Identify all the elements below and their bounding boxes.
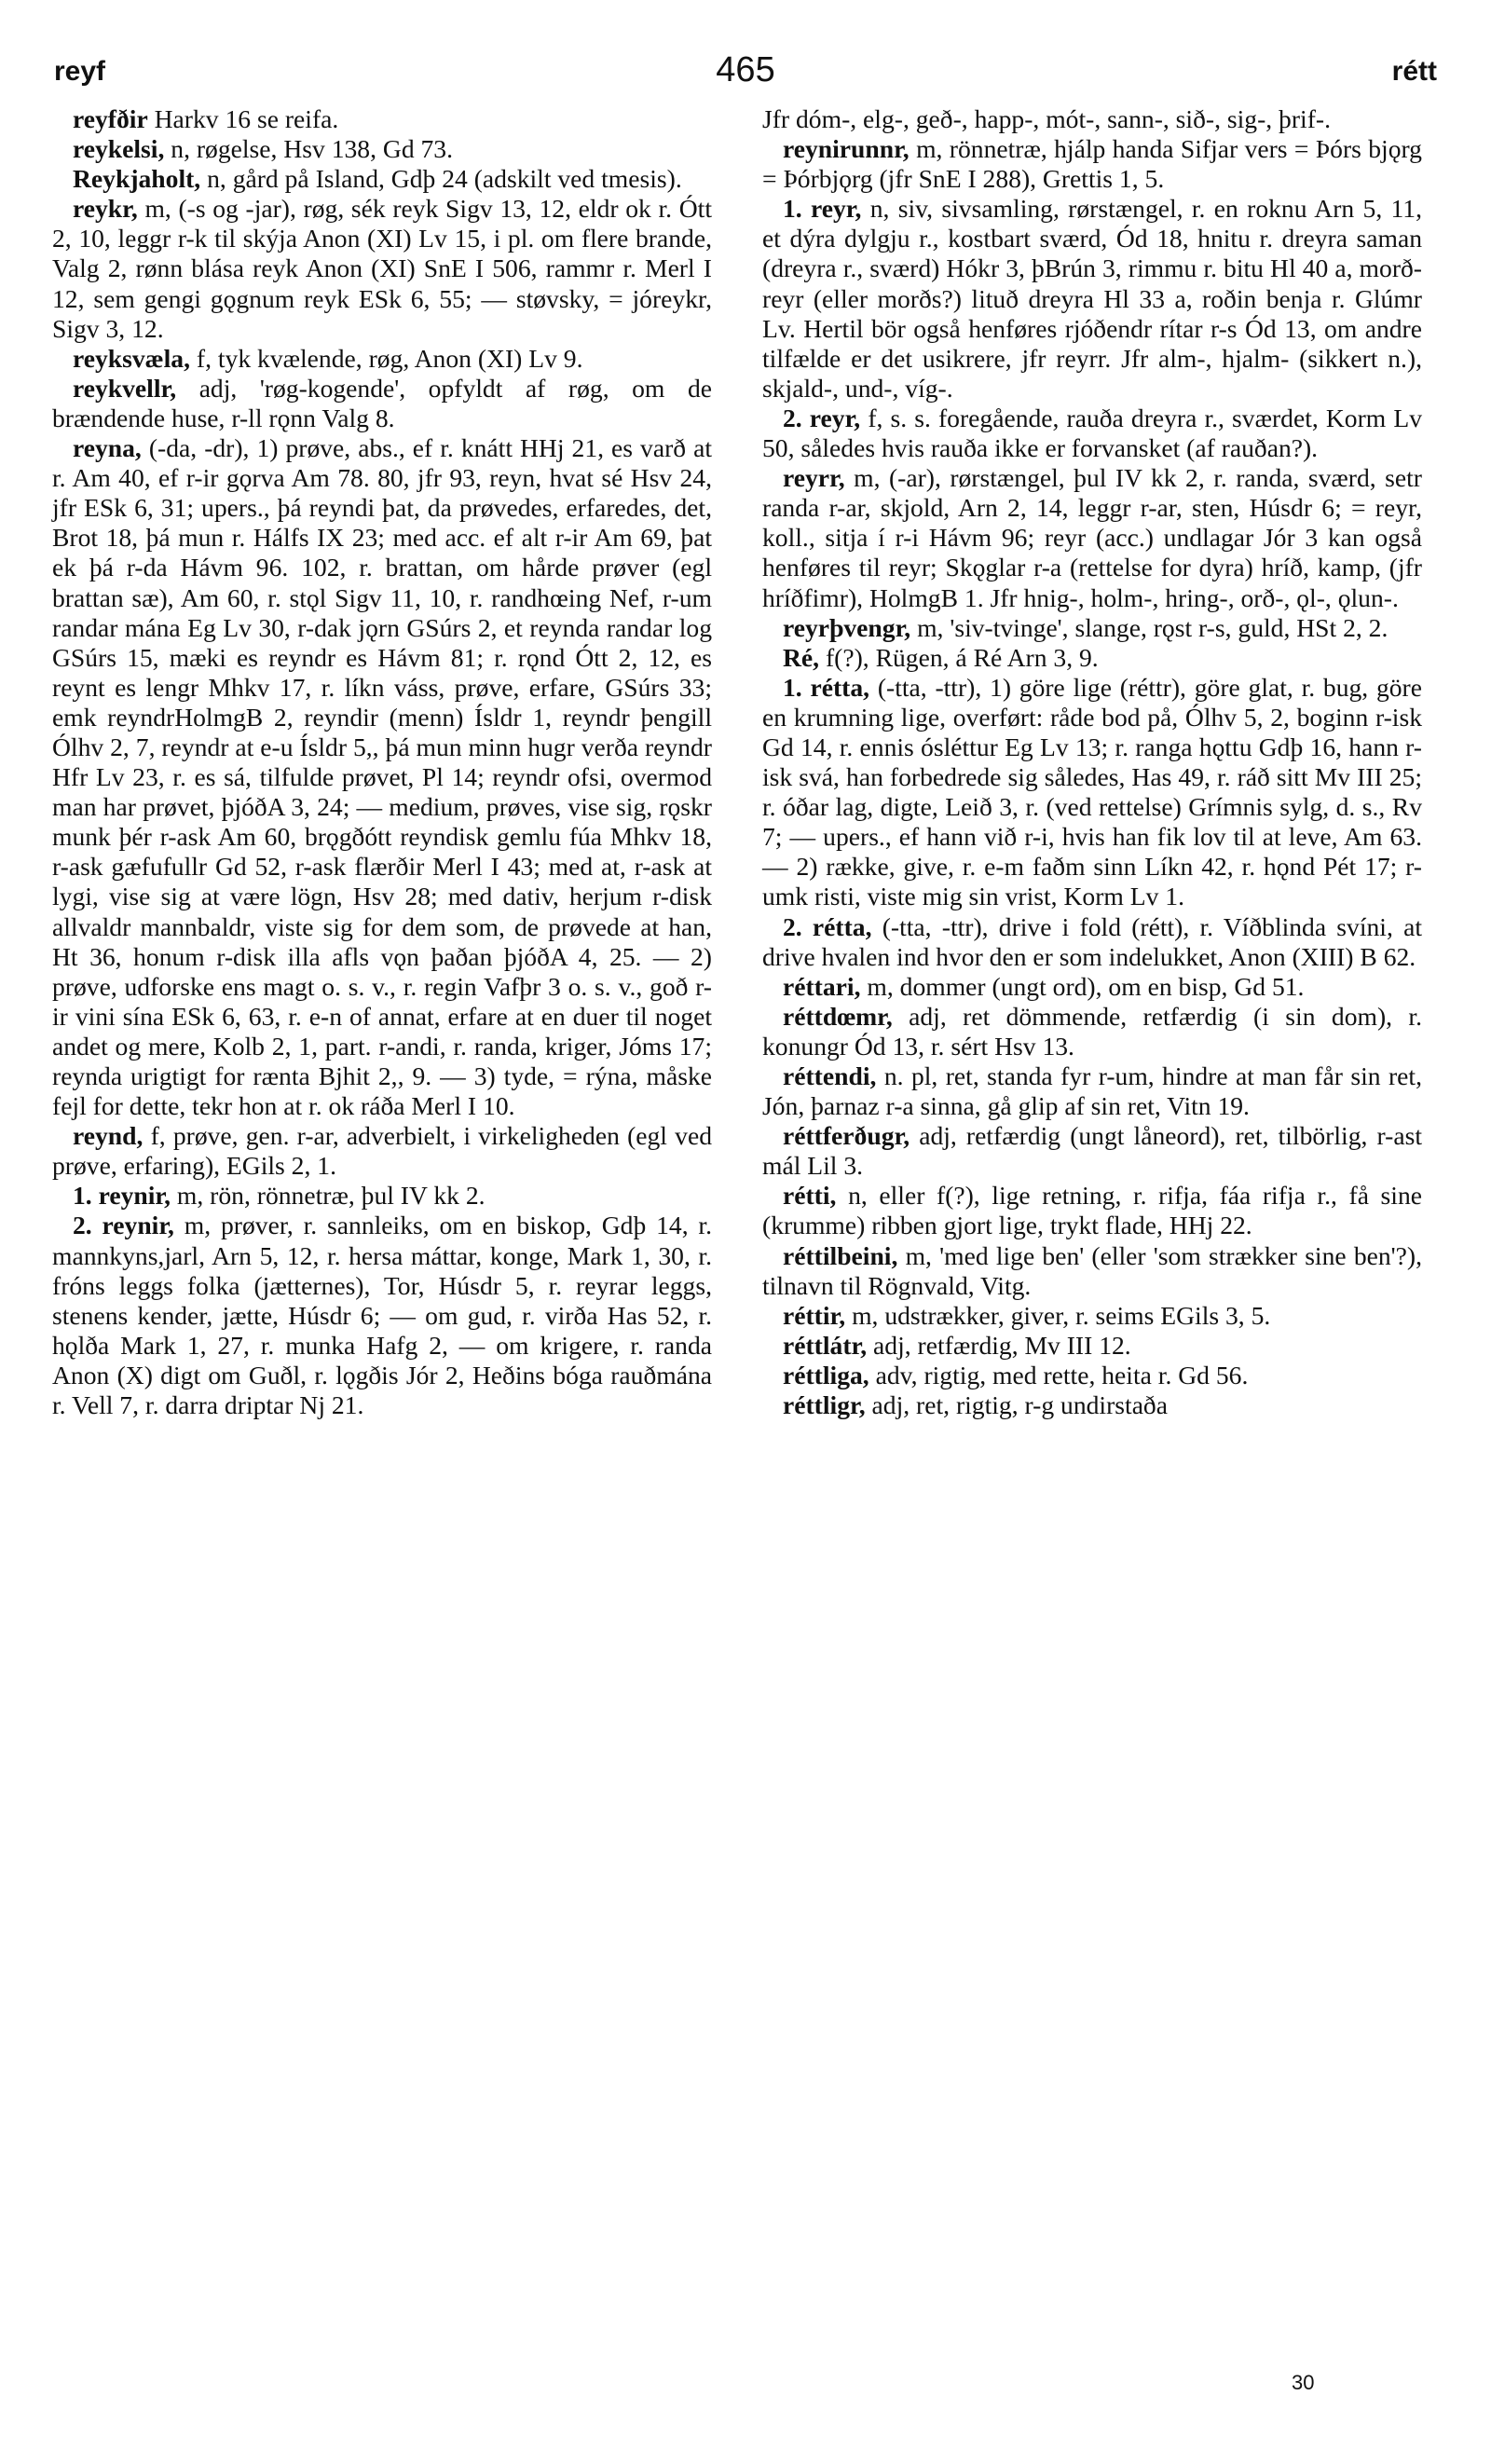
dictionary-entry xyxy=(52,134,712,164)
entry-body: n, siv, sivsamling, rørstængel, r. en roknu Arn 5, 11, et dýra dylgju r., kostbart sværd, Ód 18, hnitu r. dreyra saman (dreyra r., sværd) Hókr 3, þBrún 3, rimmu r. bitu Hl 40 a, morð-reyr (eller morðs?) lituð dreyra Hl 33 a, roðin benja r. Glúmr Lv. Hertil bör også henføres rjóðendr rítar r-s Ód 13, om andre tilfælde er det usikrere, jfr reyrr. Jfr alm-, hjalm- (sikkert n.), skjald-, und-, víg-. xyxy=(762,194,1423,403)
dictionary-entry xyxy=(762,1361,1422,1390)
entry-headword: 1. reyr, xyxy=(783,194,862,224)
entry-headword: réttliga, xyxy=(783,1360,869,1389)
entry-body: (-tta, -ttr), 1) göre lige (réttr), göre glat, r. bug, göre en krumning lige, overført: råde bod på, Ólhv 5, 2, boginn r-isk Gd 14, r. ennis ósléttur Eg Lv 13; r. ranga hǫttu Gdþ 16, hann r-isk svá, han forbedrede sig således, Has 49, r. ráð sitt Mv III 25; r. óðar lag, digte, Leið 3, r. (ved rettelse) Grímnis sylg, d. s., Rv 7; — upers., ef hann við r-i, hvis han fik lov til at leve, Am 63. — 2) række, give, r. e-m faðm sinn Líkn 42, r. hǫnd Pét 17; r-umk risti, viste mig sin vrist, Korm Lv 1. xyxy=(762,672,1422,911)
entry-continuation xyxy=(762,104,1422,134)
dictionary-entry xyxy=(762,1061,1422,1121)
entry-body: (-tta, -ttr), drive i fold (rétt), r. Víðblinda svíni, at drive hvalen ind hvor den er som indelukket, Anon (XIII) B 62. xyxy=(762,911,1422,971)
entry-headword: reyfðir xyxy=(73,104,148,133)
entry-headword: réttlátr, xyxy=(783,1330,868,1360)
dictionary-entry xyxy=(762,194,1422,404)
entry-headword: reyrr, xyxy=(783,463,845,493)
entry-body: m, (-s og -jar), røg, sék reyk Sigv 13, 12, eldr ok r. Ótt 2, 10, leggr r-k til skýja Anon (XI) Lv 15, i pl. om flere brande, Valg 2, rønn blása reyk Anon (XI) SnE I 506, rammr r. Merl I 12, sem gengi gǫgnum reyk ESk 6, 55; — støvsky, = jóreykr, Sigv 3, 12. xyxy=(52,194,712,343)
entry-headword: 2. reyr, xyxy=(783,403,861,432)
dictionary-entry xyxy=(762,1181,1422,1240)
entry-body: n, eller f(?), lige retning, r. rifja, fáa rifja r., få sine (krumme) ribben gjort lige, trykt flade, HHj 22. xyxy=(762,1181,1422,1240)
entry-body: f(?), Rügen, á Ré Arn 3, 9. xyxy=(825,642,1099,672)
entry-headword: Ré, xyxy=(783,642,820,672)
entry-body: n, gård på Island, Gdþ 24 (adskilt ved tmesis). xyxy=(207,164,682,194)
entry-headword: reykelsi, xyxy=(73,134,165,164)
entry-body: adj, 'røg-kogende', opfyldt af røg, om de brændende huse, r-ll rǫnn Valg 8. xyxy=(52,373,712,432)
right-running-headword: rétt xyxy=(1391,56,1437,87)
entry-headword: reykvellr, xyxy=(73,373,177,403)
entry-body: m, 'siv-tvinge', slange, rǫst r-s, guld, HSt 2, 2. xyxy=(917,612,1388,642)
dictionary-entry xyxy=(762,1301,1422,1331)
dictionary-entry xyxy=(762,673,1422,912)
dictionary-entry xyxy=(52,344,712,374)
entry-body: n, røgelse, Hsv 138, Gd 73. xyxy=(171,134,454,164)
entry-body: m, udstrækker, giver, r. seims EGils 3, 5. xyxy=(852,1300,1271,1330)
entry-body: adj, retfærdig, Mv III 12. xyxy=(873,1330,1131,1360)
left-running-headword: reyf xyxy=(54,56,106,87)
entry-headword: réttilbeini, xyxy=(783,1240,898,1270)
entry-headword: reyrþvengr, xyxy=(783,612,911,642)
entry-body: m, dommer (ungt ord), om en bisp, Gd 51. xyxy=(867,971,1305,1001)
dictionary-entry xyxy=(762,972,1422,1002)
entry-body: m, rön, rönnetræ, þul IV kk 2. xyxy=(176,1181,486,1211)
dictionary-entry xyxy=(762,1002,1422,1061)
dictionary-entry xyxy=(52,104,712,134)
entry-headword: rétti, xyxy=(783,1181,837,1211)
entry-body: (-da, -dr), 1) prøve, abs., ef r. knátt HHj 21, es varð at r. Am 40, ef r-ir gǫrva Am 78. 80, jfr 93, reyn, hvat sé Hsv 24, jfr ESk 6, 31; upers., þá reyndi þat, da prøvedes, erfaredes, det, Brot 18, þá mun r. Hálfs IX 23; med acc. ef alt r-ir Am 69, þat ek þá r-da Hávm 96. 102, r. brattan, om hårde prøver (egl brattan sæ), Am 60, r. stǫl Sigv 11, 10, r. randhœing Nef, r-um randar mána Eg Lv 30, r-dak jǫrn GSúrs 2, et reynda randar log GSúrs 15, mæki es reyndr es Hávm 81; r. rǫnd Ótt 2, 12, es reynt es lengr Mhkv 17, r. líkn váss, prøve, erfare, GSúrs 33; emk reyndrHolmgB 2, reyndir (menn) Ísldr 1, reyndr þengill Ólhv 2, 7, reyndr at e-u Ísldr 5,, þá mun minn hugr verða reyndr Hfr Lv 23, r. es sá, tilfulde prøvet, Pl 14; reyndr ofsi, overmod man har prøvet, þjóðA 3, 24; — medium, prøves, vise sig, rǫskr munk þér r-ask Am 60, brǫgðótt reyndisk gemlu fúa Mhkv 18, r-ask gæfufullr Gd 52, r-ask flærðir Merl I 43; med at, r-ask at lygi, vise sig at være lögn, Hsv 28; med dativ, herjum r-disk allvaldr mannbaldr, viste sig for dem som, de prøvede at han, Ht 36, honum r-disk illa afls vǫn þaðan þjóðA 4, 25. — 2) prøve, udforske ens magt o. s. v., r. regin Vafþr 3 o. s. v., goð r-ir vini sína ESk 6, 63, r. e-n of annat, erfare at en duer til noget andet og mere, Kolb 2, 1, part. r-andi, r. randa, kriger, Jóms 17; reynda urigtigt for rænta Bjhit 2,, 9. — 3) tyde, = rýna, måske fejl for dette, tekr hon at r. ok ráða Merl I 10. xyxy=(52,433,712,1121)
entry-body: Harkv 16 se reifa. xyxy=(154,104,339,133)
entry-headword: reynd, xyxy=(73,1121,144,1151)
dictionary-entry xyxy=(762,1121,1422,1181)
dictionary-entry xyxy=(762,463,1422,612)
entry-body: m, 'med lige ben' (eller 'som strækker sine ben'?), tilnavn til Rögnvald, Vitg. xyxy=(762,1240,1422,1300)
entry-body: m, (-ar), rørstængel, þul IV kk 2, r. randa, sværd, setr randa r-ar, skjold, Arn 2, 14, leggr r-ar, sten, Húsdr 6; = reyr, koll., sitja í r-i Hávm 96; reyr (acc.) undlagar Jór 3 kan også henføres til reyr; Skǫglar r-a (rettelse for dyra) hríð, kamp, (jfr hríðfimr), HolmgB 1. Jfr hnig-, holm-, hring-, orð-, ǫl-, ǫlun-. xyxy=(762,463,1422,612)
left-column xyxy=(52,104,712,1420)
entry-headword: reyna, xyxy=(73,433,142,463)
entry-body: adv, rigtig, med rette, heita r. Gd 56. xyxy=(875,1360,1249,1389)
dictionary-entry xyxy=(52,1121,712,1181)
dictionary-entry xyxy=(762,134,1422,194)
entry-body: n. pl, ret, standa fyr r-um, hindre at man får sin ret, Jón, þarnaz r-a sinna, gå glip af sin ret, Vitn 19. xyxy=(762,1061,1422,1121)
dictionary-entry xyxy=(762,1390,1422,1420)
dictionary-entry xyxy=(52,194,712,343)
entry-headword: réttdœmr, xyxy=(783,1001,893,1031)
entry-body: f, prøve, gen. r-ar, adverbielt, i virkeligheden (egl ved prøve, erfaring), EGils 2, 1. xyxy=(52,1121,712,1181)
dictionary-entry xyxy=(52,374,712,433)
entry-headword: reyksvæla, xyxy=(73,343,190,373)
dictionary-entry xyxy=(52,1181,712,1211)
entry-headword: réttir, xyxy=(783,1300,846,1330)
dictionary-entry xyxy=(762,912,1422,972)
dictionary-entry xyxy=(52,164,712,194)
dictionary-entry xyxy=(762,1241,1422,1301)
dictionary-entry xyxy=(762,404,1422,463)
signature-mark: 30 xyxy=(1292,2371,1315,2394)
right-column xyxy=(762,104,1422,1420)
page-header xyxy=(54,50,1437,97)
dictionary-entry xyxy=(762,1331,1422,1361)
entry-body: adj, retfærdig (ungt låneord), ret, tilbörlig, r-ast mál Lil 3. xyxy=(762,1121,1422,1181)
entry-body: m, prøver, r. sannleiks, om en biskop, Gdþ 14, r. mannkyns,jarl, Arn 5, 12, r. hersa máttar, konge, Mark 1, 30, r. fróns leggs folka (jætternes), Tor, Húsdr 5, r. reyrar leggs, stenens kender, jætte, Húsdr 6; — om gud, r. virða Has 52, r. hǫlða Mark 1, 27, r. munka Hafg 2, — om krigere, r. randa Anon (X) digt om Guðl, r. lǫgðis Jór 2, Heðins bóga rauðmána r. Vell 7, r. darra driptar Nj 21. xyxy=(52,1211,712,1420)
dictionary-entry xyxy=(52,433,712,1121)
dictionary-entry xyxy=(762,643,1422,673)
entry-headword: reykr, xyxy=(73,194,138,224)
entry-body: m, rönnetræ, hjálp handa Sifjar vers = Þórs bjǫrg = Þórbjǫrg (jfr SnE I 288), Grettis 1, 5. xyxy=(762,134,1422,194)
entry-headword: reynirunnr, xyxy=(783,134,910,164)
entry-body: f, s. s. foregående, rauða dreyra r., sværdet, Korm Lv 50, således hvis rauða ikke er forvansket (af rauðan?). xyxy=(762,403,1423,463)
entry-headword: réttferðugr, xyxy=(783,1121,910,1151)
entry-body: f, tyk kvælende, røg, Anon (XI) Lv 9. xyxy=(196,343,583,373)
entry-body: adj, ret dömmende, retfærdig (i sin dom), r. konungr Ód 13, r. sért Hsv 13. xyxy=(762,1001,1422,1061)
entry-headword: 1. reynir, xyxy=(73,1181,171,1211)
page-number: 465 xyxy=(716,50,775,89)
entry-headword: Reykjaholt, xyxy=(73,164,201,194)
entry-body: adj, ret, rigtig, r-g undirstaða xyxy=(871,1390,1168,1420)
entry-headword: 2. reynir, xyxy=(73,1211,174,1240)
dictionary-entry xyxy=(762,613,1422,643)
entry-headword: 1. rétta, xyxy=(783,672,870,702)
entry-headword: réttendi, xyxy=(783,1061,877,1090)
entry-body: Jfr dóm-, elg-, geð-, happ-, mót-, sann-, sið-, sig-, þrif-. xyxy=(762,104,1331,133)
dictionary-entry xyxy=(52,1211,712,1420)
entry-headword: réttligr, xyxy=(783,1390,866,1420)
entry-headword: réttari, xyxy=(783,971,861,1001)
entry-headword: 2. rétta, xyxy=(783,911,872,941)
